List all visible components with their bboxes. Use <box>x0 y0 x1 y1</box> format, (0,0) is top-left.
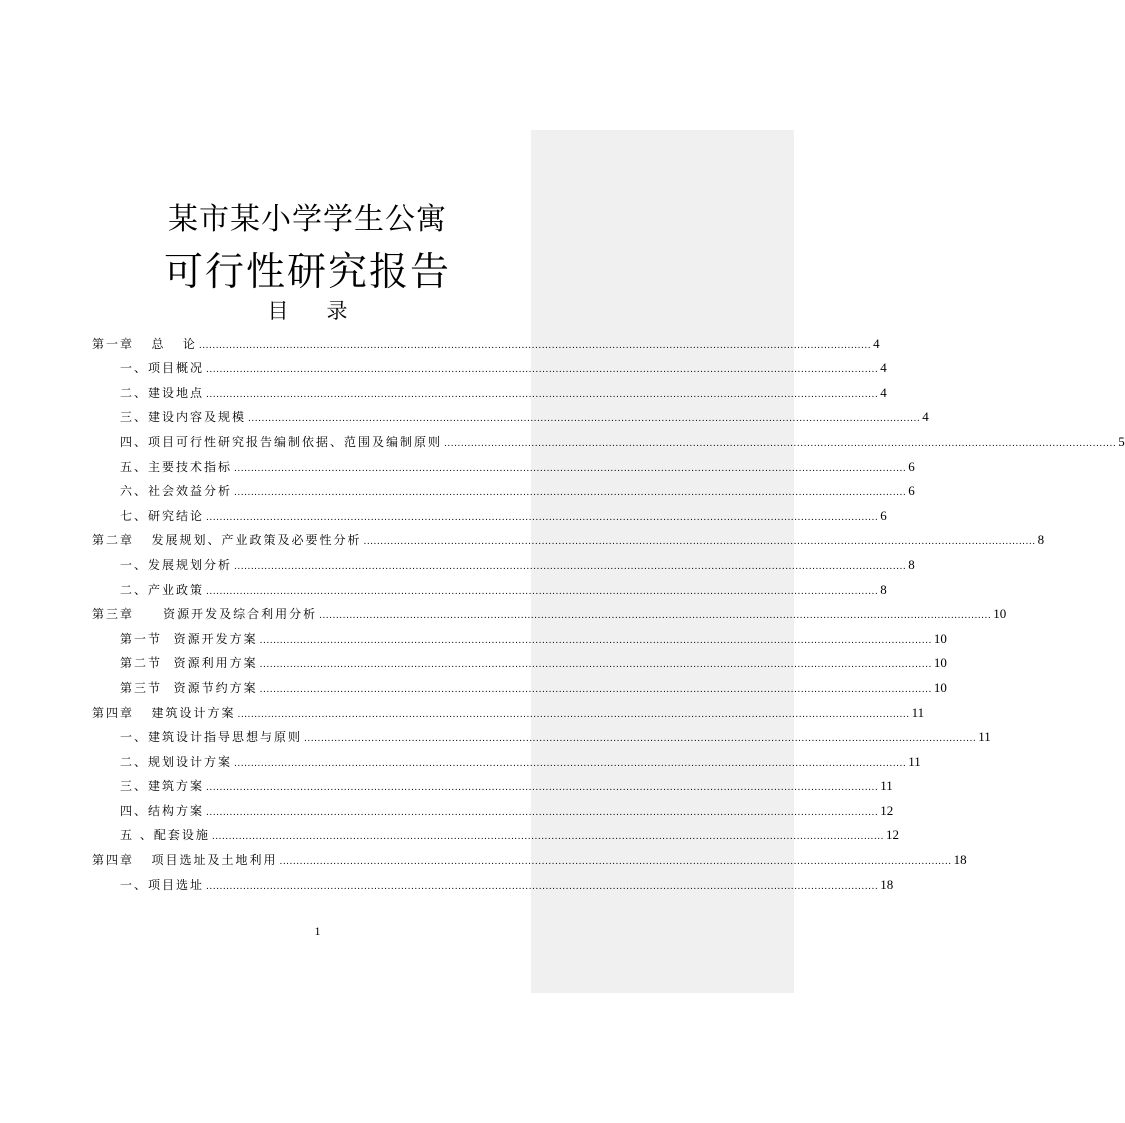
toc-leader-dots: ........................................................................................................................................................................................................ <box>234 758 907 769</box>
toc-entry[interactable] <box>92 475 915 500</box>
toc-leader-dots: ........................................................................................................................................................................................................ <box>206 807 879 818</box>
toc-entry-page: 11 <box>908 753 921 769</box>
toc-entry-text: 二、产业政策 <box>120 582 205 597</box>
toc-entry-page: 4 <box>873 335 880 351</box>
toc-leader-dots: ........................................................................................................................................................................................................ <box>248 414 921 425</box>
toc-leader-dots: ........................................................................................................................................................................................................ <box>259 635 932 646</box>
toc-entry-page: 8 <box>908 556 915 572</box>
toc-entry-text: 三、建筑方案 <box>120 779 205 794</box>
toc-entry[interactable] <box>92 376 887 401</box>
toc-entry[interactable] <box>92 745 921 770</box>
toc-leader-dots: ........................................................................................................................................................................................................ <box>234 488 907 499</box>
toc-entry[interactable] <box>92 671 947 696</box>
toc-entry[interactable] <box>92 721 991 746</box>
toc-leader-dots: ........................................................................................................................................................................................................ <box>304 734 977 745</box>
toc-leader-dots: ........................................................................................................................................................................................................ <box>259 684 932 695</box>
toc-entry[interactable] <box>92 770 893 795</box>
toc-entry-page: 5 <box>1118 433 1125 449</box>
toc-entry-page: 10 <box>933 679 947 695</box>
toc-entry-text: 四、结构方案 <box>120 803 205 818</box>
toc-entry-page: 6 <box>908 483 915 499</box>
toc-entry[interactable] <box>92 598 1007 623</box>
toc-entry[interactable] <box>92 499 887 524</box>
toc-entry-page: 11 <box>911 704 925 720</box>
toc-entry[interactable] <box>92 548 915 573</box>
toc-leader-dots: ........................................................................................................................................................................................................ <box>234 463 907 474</box>
toc-leader-dots: ........................................................................................................................................................................................................ <box>259 660 932 671</box>
toc-heading-right: 录 <box>326 299 348 323</box>
toc-entry-text: 二、规划设计方案 <box>120 754 233 769</box>
toc-entry-text: 二、建设地点 <box>120 385 205 400</box>
toc-entry-text: 一、建筑设计指导思想与原则 <box>120 730 303 745</box>
toc-entry[interactable] <box>92 794 894 819</box>
toc-entry-page: 8 <box>880 581 887 597</box>
toc-entry-text: 第二章 发展规划、产业政策及必要性分析 <box>92 533 362 548</box>
toc-entry-text: 第四章 项目选址及土地利用 <box>92 853 278 868</box>
toc-entry[interactable] <box>92 622 947 647</box>
toc-entry[interactable] <box>92 647 947 672</box>
toc-leader-dots: ........................................................................................................................................................................................................ <box>237 709 910 720</box>
toc-entry-page: 12 <box>886 827 899 843</box>
toc-entry[interactable] <box>92 868 894 893</box>
toc-entry-page: 10 <box>933 655 947 671</box>
toc-entry-page: 10 <box>933 630 947 646</box>
toc-leader-dots: ........................................................................................................................................................................................................ <box>206 783 879 794</box>
toc-entry-text: 三、建设内容及规模 <box>120 410 247 425</box>
toc-entry-text: 一、项目概况 <box>120 361 205 376</box>
toc-entry[interactable] <box>92 524 1045 549</box>
toc-leader-dots: ........................................................................................................................................................................................................ <box>206 365 879 376</box>
toc-entry-page: 8 <box>1037 532 1045 548</box>
toc-leader-dots: ........................................................................................................................................................................................................ <box>206 389 879 400</box>
table-of-contents <box>92 327 1125 893</box>
page-number: 1 <box>314 924 321 938</box>
toc-entry-text: 第四章 建筑设计方案 <box>92 705 236 720</box>
toc-entry-text: 第二节 资源利用方案 <box>120 656 258 671</box>
toc-entry-page: 18 <box>880 876 894 892</box>
toc-leader-dots: ........................................................................................................................................................................................................ <box>319 611 992 622</box>
toc-entry-page: 4 <box>880 384 887 400</box>
toc-leader-dots: ........................................................................................................................................................................................................ <box>206 512 879 523</box>
toc-entry[interactable] <box>92 425 1125 450</box>
toc-leader-dots: ........................................................................................................................................................................................................ <box>363 537 1036 548</box>
toc-entry-text: 五、主要技术指标 <box>120 459 233 474</box>
toc-entry-page: 12 <box>880 802 894 818</box>
toc-entry-text: 六、社会效益分析 <box>120 484 233 499</box>
toc-leader-dots: ........................................................................................................................................................................................................ <box>279 857 952 868</box>
toc-entry[interactable] <box>92 352 887 377</box>
toc-entry-text: 第三章 资源开发及综合利用分析 <box>92 607 318 622</box>
toc-leader-dots: ........................................................................................................................................................................................................ <box>211 832 884 843</box>
toc-heading-left: 目 <box>267 299 289 323</box>
toc-heading <box>0 296 615 326</box>
document-title-line1: 某市某小学学生公寓 <box>168 202 447 237</box>
toc-entry-text: 一、发展规划分析 <box>120 557 233 572</box>
toc-leader-dots: ........................................................................................................................................................................................................ <box>206 586 879 597</box>
toc-entry-page: 4 <box>922 409 929 425</box>
toc-entry-page: 4 <box>880 360 887 376</box>
toc-entry-text: 第一章 总 论 <box>92 336 197 351</box>
toc-leader-dots: ........................................................................................................................................................................................................ <box>206 881 879 892</box>
toc-entry[interactable] <box>92 696 925 721</box>
toc-leader-dots: ........................................................................................................................................................................................................ <box>198 340 872 351</box>
toc-entry-text: 一、项目选址 <box>120 877 205 892</box>
toc-entry-text: 七、研究结论 <box>120 508 205 523</box>
toc-entry[interactable] <box>92 327 880 352</box>
toc-entry-text: 四、项目可行性研究报告编制依据、范围及编制原则 <box>120 434 443 449</box>
toc-entry[interactable] <box>92 819 899 844</box>
toc-entry-text: 五 、配套设施 <box>120 828 210 843</box>
toc-entry-text: 第一节 资源开发方案 <box>120 631 258 646</box>
toc-entry-page: 11 <box>978 729 991 745</box>
toc-entry[interactable] <box>92 573 887 598</box>
toc-entry-page: 10 <box>993 606 1007 622</box>
toc-entry[interactable] <box>92 450 915 475</box>
toc-entry-text: 第三节 资源节约方案 <box>120 680 258 695</box>
toc-leader-dots: ........................................................................................................................................................................................................ <box>444 438 1117 449</box>
toc-entry-page: 18 <box>953 852 967 868</box>
toc-entry-page: 6 <box>908 458 915 474</box>
toc-leader-dots: ........................................................................................................................................................................................................ <box>234 561 907 572</box>
toc-entry-page: 6 <box>880 507 887 523</box>
document-title-line2: 可行性研究报告 <box>163 250 451 295</box>
toc-entry[interactable] <box>92 401 929 426</box>
toc-entry[interactable] <box>92 843 967 868</box>
toc-entry-page: 11 <box>880 778 893 794</box>
